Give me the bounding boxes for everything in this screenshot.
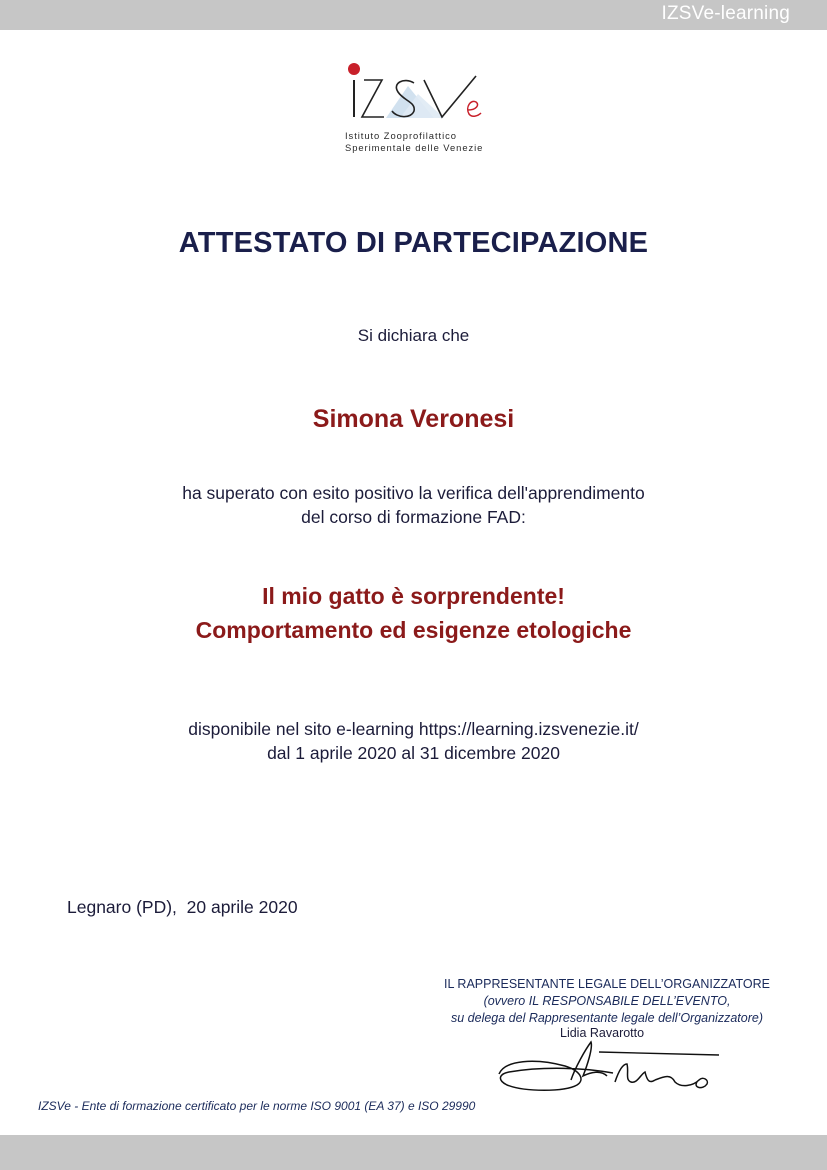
logo-line-1: Istituto Zooprofilattico: [345, 130, 457, 141]
certification-note: IZSVe - Ente di formazione certificato per le norme ISO 9001 (EA 37) e ISO 29990: [38, 1099, 476, 1113]
signatory-delegation: su delega del Rappresentante legale dell’Organizzatore): [450, 1011, 763, 1025]
brand-label: IZSVe-learning: [661, 3, 790, 24]
place-and-date: Legnaro (PD), 20 aprile 2020: [67, 897, 298, 917]
signatory-role: IL RAPPRESENTANTE LEGALE DELL’ORGANIZZATORE: [443, 977, 770, 991]
availability-line-1: disponibile nel sito e-learning https://learning.izsvenezie.it/: [188, 719, 639, 739]
izsve-logo-mark: [344, 56, 494, 128]
statement-line-1: ha superato con esito positivo la verifica dell'apprendimento: [182, 483, 645, 503]
recipient-name: Simona Veronesi: [312, 405, 515, 433]
course-title-line-2: Comportamento ed esigenze etologiche: [195, 617, 632, 643]
signer-name: Lidia Ravarotto: [560, 1026, 645, 1040]
certificate-title: ATTESTATO DI PARTECIPAZIONE: [178, 227, 649, 259]
logo-line-2: Sperimentale delle Venezie: [345, 142, 484, 153]
availability-line-2: dal 1 aprile 2020 al 31 dicembre 2020: [267, 743, 560, 763]
bottom-bar: [0, 1135, 827, 1170]
course-title-line-1: Il mio gatto è sorprendente!: [262, 583, 565, 609]
signatory-role-alt: (ovvero IL RESPONSABILE DELL’EVENTO,: [483, 994, 731, 1008]
izsve-logo: [344, 56, 494, 156]
top-bar: [0, 0, 827, 30]
intro-text: Si dichiara che: [357, 326, 470, 345]
statement-line-2: del corso di formazione FAD:: [301, 507, 526, 527]
